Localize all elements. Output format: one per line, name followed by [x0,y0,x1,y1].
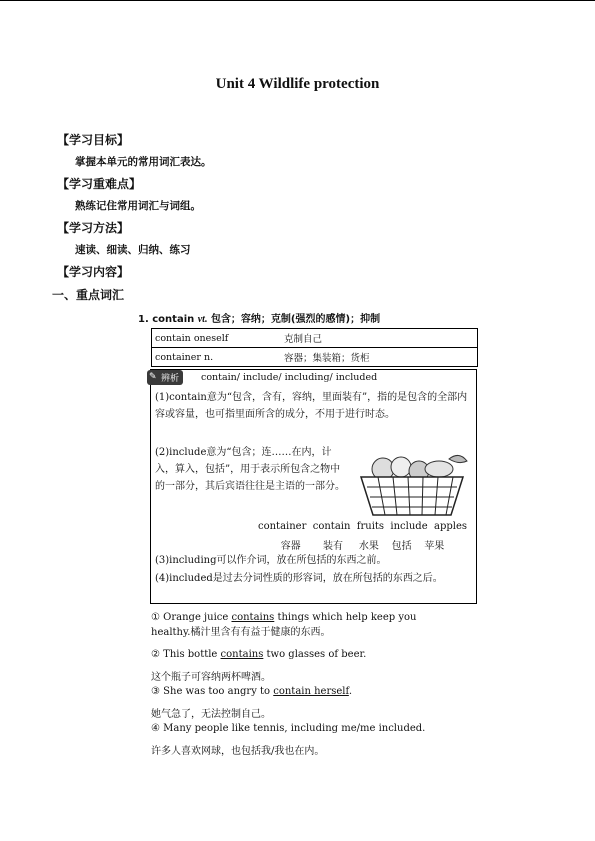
entry-pos: vt. [197,314,208,325]
analysis-point-1: (1)contain意为“包含，含有，容纳，里面装有”，指的是包含的全部内容或容量，也可指里面所含的成分，不用于进行时态。 [155,392,468,420]
example-number: ② [151,649,160,660]
table-row [152,329,478,348]
figure-labels-cn [250,537,475,552]
goal-text: 掌握本单元的常用词汇表达。 [75,156,212,168]
figure-labels-en [250,521,475,532]
page-title: Unit 4 Wildlife protection [215,76,380,92]
example-4-translation: 许多人喜欢网球，也包括我/我也在内。 [151,746,325,757]
form-cn: 容器；集装箱；货柜 [281,348,478,367]
fig-label: apples [433,521,467,532]
example-3-translation: 她气急了，无法控制自己。 [151,709,271,720]
vocab-entry [138,310,380,325]
fig-label: 容器 [280,541,301,552]
fruit-basket-illustration [353,447,471,522]
example-2 [151,649,366,660]
example-number: ③ [151,686,160,697]
analysis-words: contain/ include/ including/ included [201,372,378,383]
example-text: healthy. [151,627,191,638]
entry-word: contain [152,314,195,325]
key-points-text: 熟练记住常用词汇与词组。 [75,200,201,212]
heading-goal: 【学习目标】 [57,133,130,147]
analysis-tag: 辨析 [147,370,183,385]
fig-label: 包括 [391,541,412,552]
form-en: container n. [152,348,282,367]
word-forms-table [151,328,478,367]
method-text: 速读、细读、归纳、练习 [75,244,191,256]
example-translation: 橘汁里含有有益于健康的东西。 [190,627,331,638]
analysis-point-3: (3)including可以作介词，放在所包括的东西之前。 [155,555,387,566]
example-text: two glasses of beer. [263,649,367,660]
example-text: She was too angry to [163,686,274,697]
heading-method: 【学习方法】 [57,221,130,235]
table-row [152,348,478,367]
section-key-vocabulary: 一、重点词汇 [52,288,125,302]
form-cn: 克制自己 [281,329,478,348]
example-4 [151,723,425,734]
example-text: things which help keep you [274,612,417,623]
example-text: This bottle [163,649,221,660]
fig-label: include [390,521,428,532]
example-text: . [348,686,353,697]
fig-label: contain [312,521,351,532]
heading-content: 【学习内容】 [57,265,130,279]
example-1 [151,612,481,638]
pen-icon: ✎ [149,372,157,382]
example-2-translation: 这个瓶子可容纳两杯啤酒。 [151,672,271,683]
analysis-point-2: (2)include意为“包含；连……在内，计入，算入，包括”，用于表示所包含之物中的一部分，其后宾语往往是主语的一部分。 [155,447,345,492]
top-rule [0,0,595,1]
example-text: Many people like tennis, including me/me included. [163,723,426,734]
entry-number: 1. [138,314,149,325]
example-highlight: contains [231,612,275,623]
example-text: Orange juice [163,612,232,623]
fig-label: 装有 [322,541,343,552]
entry-meaning: 包含；容纳；克制(强烈的感情)；抑制 [210,314,381,325]
fig-label: 苹果 [424,541,445,552]
analysis-point-4: (4)included是过去分词性质的形容词，放在所包括的东西之后。 [155,573,443,584]
example-number: ① [151,612,160,623]
example-highlight: contains [220,649,264,660]
heading-key-points: 【学习重难点】 [57,177,142,191]
example-highlight: contain herself [273,686,349,697]
example-number: ④ [151,723,160,734]
fig-label: 水果 [358,541,379,552]
example-3 [151,686,352,697]
form-en: contain oneself [152,329,282,348]
fig-label: container [257,521,307,532]
fig-label: fruits [356,521,385,532]
